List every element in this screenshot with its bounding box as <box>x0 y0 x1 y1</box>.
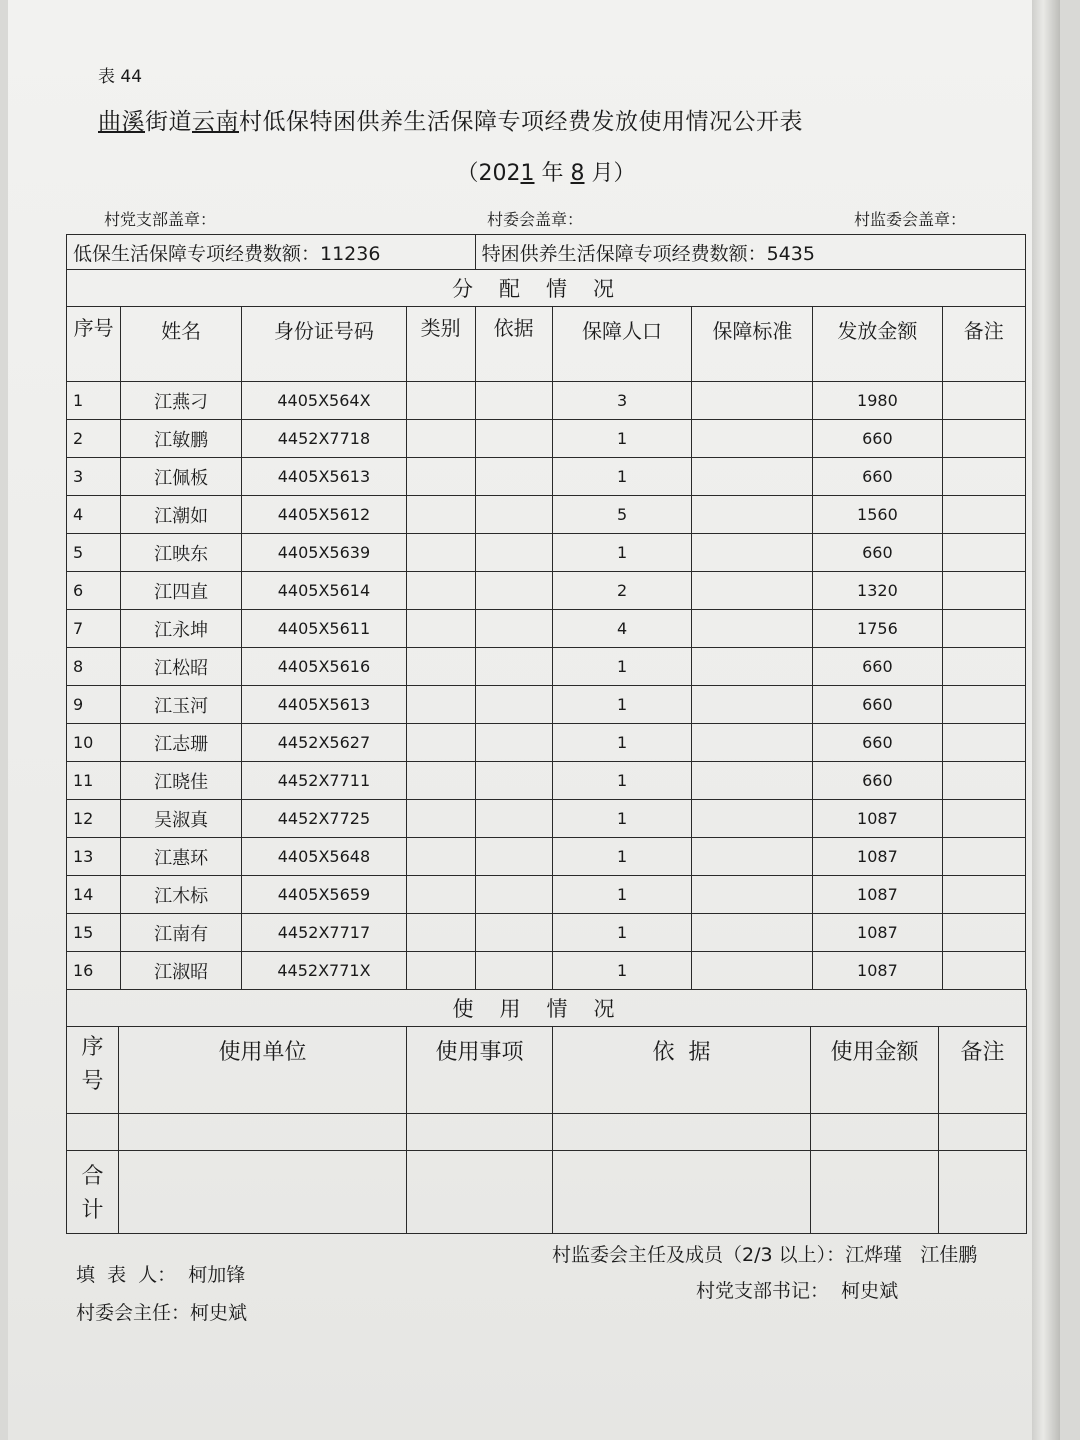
row-standard <box>692 420 813 458</box>
row-category <box>406 496 475 534</box>
title-village: 云南 <box>192 109 239 135</box>
row-basis <box>475 572 552 610</box>
row-remark <box>942 800 1025 838</box>
row-category <box>406 876 475 914</box>
row-id: 4405X5613 <box>242 458 407 496</box>
row-standard <box>692 762 813 800</box>
row-population: 1 <box>552 762 692 800</box>
row-name: 江松昭 <box>121 648 242 686</box>
document-body <box>66 62 1026 1344</box>
distribution-header-row <box>67 307 1026 382</box>
row-standard <box>692 648 813 686</box>
usage-col-header-unit: 使用单位 <box>119 1026 407 1113</box>
row-basis <box>475 838 552 876</box>
table-row <box>67 610 1026 648</box>
row-standard <box>692 800 813 838</box>
usage-col-header-item: 使用事项 <box>407 1026 553 1113</box>
row-name: 江燕刁 <box>121 382 242 420</box>
row-category <box>406 914 475 952</box>
row-id: 4405X5613 <box>242 686 407 724</box>
form-filler: 填 表 人： 柯加锋 <box>76 1263 246 1286</box>
title-town: 曲溪 <box>98 109 145 135</box>
title-text: 村低保特困供养生活保障专项经费发放使用情况公开表 <box>239 109 803 135</box>
row-name: 江惠环 <box>121 838 242 876</box>
row-standard <box>692 496 813 534</box>
blank-cell <box>119 1113 407 1150</box>
col-header-amount: 发放金额 <box>813 307 942 382</box>
total-label: 合计 <box>67 1150 119 1233</box>
blank-cell <box>553 1150 811 1233</box>
blank-cell <box>811 1113 939 1150</box>
blank-cell <box>407 1113 553 1150</box>
row-remark <box>942 762 1025 800</box>
row-id: 4452X7711 <box>242 762 407 800</box>
row-amount: 1087 <box>813 800 942 838</box>
row-name: 江四直 <box>121 572 242 610</box>
row-population: 1 <box>552 876 692 914</box>
row-seq: 6 <box>67 572 121 610</box>
row-id: 4452X7725 <box>242 800 407 838</box>
row-id: 4405X5611 <box>242 610 407 648</box>
row-category <box>406 952 475 990</box>
row-amount: 660 <box>813 762 942 800</box>
usage-col-header-seq: 序号 <box>67 1026 119 1113</box>
row-remark <box>942 648 1025 686</box>
row-amount: 1087 <box>813 876 942 914</box>
row-seq: 7 <box>67 610 121 648</box>
row-basis <box>475 724 552 762</box>
row-standard <box>692 724 813 762</box>
table-row <box>67 762 1026 800</box>
fund-amount-row <box>67 235 1026 270</box>
row-amount: 1980 <box>813 382 942 420</box>
supervision-members: 村监委会主任及成员（2/3 以上）：江烨瑾 江佳鹏 <box>552 1243 978 1266</box>
row-seq: 12 <box>67 800 121 838</box>
usage-col-header-basis: 依 据 <box>553 1026 811 1113</box>
row-seq: 9 <box>67 686 121 724</box>
row-amount: 1087 <box>813 838 942 876</box>
row-population: 1 <box>552 724 692 762</box>
row-category <box>406 382 475 420</box>
table-row <box>67 420 1026 458</box>
row-name: 江南有 <box>121 914 242 952</box>
blank-cell <box>67 1113 119 1150</box>
row-amount: 1560 <box>813 496 942 534</box>
row-remark <box>942 876 1025 914</box>
row-name: 吴淑真 <box>121 800 242 838</box>
usage-blank-row <box>67 1113 1027 1150</box>
row-basis <box>475 686 552 724</box>
blank-cell <box>811 1150 939 1233</box>
tekun-fund-amount: 特困供养生活保障专项经费数额：5435 <box>475 235 1025 270</box>
row-standard <box>692 572 813 610</box>
row-id: 4405X564X <box>242 382 407 420</box>
row-remark <box>942 572 1025 610</box>
party-secretary: 村党支部书记： 柯史斌 <box>696 1279 899 1302</box>
row-amount: 1087 <box>813 952 942 990</box>
committee-director: 村委会主任：柯史斌 <box>76 1301 248 1324</box>
row-id: 4452X7717 <box>242 914 407 952</box>
row-amount: 1320 <box>813 572 942 610</box>
row-population: 1 <box>552 838 692 876</box>
row-seq: 3 <box>67 458 121 496</box>
col-header-name: 姓名 <box>121 307 242 382</box>
row-amount: 660 <box>813 458 942 496</box>
signature-footer <box>66 1234 1026 1344</box>
row-name: 江敏鹏 <box>121 420 242 458</box>
usage-section-row <box>67 989 1027 1026</box>
row-population: 5 <box>552 496 692 534</box>
row-basis <box>475 610 552 648</box>
blank-cell <box>939 1113 1027 1150</box>
row-standard <box>692 952 813 990</box>
row-remark <box>942 458 1025 496</box>
row-amount: 1087 <box>813 914 942 952</box>
row-standard <box>692 876 813 914</box>
row-standard <box>692 610 813 648</box>
table-row <box>67 496 1026 534</box>
row-remark <box>942 914 1025 952</box>
row-amount: 660 <box>813 420 942 458</box>
supervision-seal-label: 村监委会盖章： <box>853 210 966 229</box>
row-basis <box>475 952 552 990</box>
usage-col-header-amount: 使用金额 <box>811 1026 939 1113</box>
row-basis <box>475 648 552 686</box>
row-seq: 11 <box>67 762 121 800</box>
row-name: 江永坤 <box>121 610 242 648</box>
row-category <box>406 724 475 762</box>
row-seq: 8 <box>67 648 121 686</box>
row-amount: 660 <box>813 648 942 686</box>
col-header-seq: 序号 <box>67 307 121 382</box>
row-remark <box>942 838 1025 876</box>
title-subdistrict: 街道 <box>145 109 192 135</box>
row-population: 1 <box>552 800 692 838</box>
row-amount: 660 <box>813 534 942 572</box>
table-row <box>67 572 1026 610</box>
row-category <box>406 838 475 876</box>
row-name: 江木标 <box>121 876 242 914</box>
row-remark <box>942 724 1025 762</box>
blank-cell <box>407 1150 553 1233</box>
row-name: 江志珊 <box>121 724 242 762</box>
table-row <box>67 458 1026 496</box>
row-standard <box>692 686 813 724</box>
row-population: 1 <box>552 458 692 496</box>
row-seq: 10 <box>67 724 121 762</box>
distribution-section-row <box>67 270 1026 307</box>
period-year-digit: 1 <box>520 161 535 186</box>
row-id: 4452X5627 <box>242 724 407 762</box>
col-header-population: 保障人口 <box>552 307 692 382</box>
row-remark <box>942 382 1025 420</box>
dibao-fund-amount: 低保生活保障专项经费数额：11236 <box>67 235 476 270</box>
row-remark <box>942 610 1025 648</box>
usage-col-header-remark: 备注 <box>939 1026 1027 1113</box>
row-population: 2 <box>552 572 692 610</box>
row-population: 1 <box>552 420 692 458</box>
period-open: （202 <box>456 161 521 186</box>
table-row <box>67 686 1026 724</box>
row-name: 江晓佳 <box>121 762 242 800</box>
row-seq: 5 <box>67 534 121 572</box>
table-row <box>67 914 1026 952</box>
period-mid: 年 <box>534 161 571 186</box>
row-category <box>406 534 475 572</box>
row-amount: 660 <box>813 724 942 762</box>
row-seq: 16 <box>67 952 121 990</box>
table-row <box>67 952 1026 990</box>
distribution-table <box>66 234 1026 990</box>
row-id: 4405X5616 <box>242 648 407 686</box>
row-basis <box>475 876 552 914</box>
distribution-rows <box>67 382 1026 990</box>
row-seq: 14 <box>67 876 121 914</box>
row-category <box>406 420 475 458</box>
row-remark <box>942 952 1025 990</box>
row-standard <box>692 534 813 572</box>
row-basis <box>475 534 552 572</box>
party-seal-label: 村党支部盖章： <box>104 210 217 229</box>
row-category <box>406 572 475 610</box>
row-population: 1 <box>552 686 692 724</box>
row-population: 1 <box>552 534 692 572</box>
row-category <box>406 800 475 838</box>
row-standard <box>692 382 813 420</box>
row-seq: 2 <box>67 420 121 458</box>
col-header-standard: 保障标准 <box>692 307 813 382</box>
row-standard <box>692 914 813 952</box>
table-row <box>67 534 1026 572</box>
row-amount: 1756 <box>813 610 942 648</box>
table-row <box>67 876 1026 914</box>
col-header-id: 身份证号码 <box>242 307 407 382</box>
usage-header-row <box>67 1026 1027 1113</box>
row-population: 1 <box>552 914 692 952</box>
row-basis <box>475 420 552 458</box>
row-name: 江淑昭 <box>121 952 242 990</box>
col-header-category: 类别 <box>406 307 475 382</box>
col-header-basis: 依据 <box>475 307 552 382</box>
row-name: 江映东 <box>121 534 242 572</box>
row-id: 4405X5614 <box>242 572 407 610</box>
row-id: 4405X5659 <box>242 876 407 914</box>
row-id: 4405X5639 <box>242 534 407 572</box>
row-standard <box>692 838 813 876</box>
row-seq: 15 <box>67 914 121 952</box>
row-seq: 1 <box>67 382 121 420</box>
usage-table <box>66 989 1027 1234</box>
row-basis <box>475 382 552 420</box>
row-category <box>406 610 475 648</box>
row-basis <box>475 914 552 952</box>
row-standard <box>692 458 813 496</box>
period-close: 月） <box>584 161 636 186</box>
table-row <box>67 838 1026 876</box>
row-basis <box>475 762 552 800</box>
row-population: 1 <box>552 648 692 686</box>
row-id: 4452X7718 <box>242 420 407 458</box>
row-name: 江玉河 <box>121 686 242 724</box>
row-population: 1 <box>552 952 692 990</box>
period-month: 8 <box>570 161 585 186</box>
row-id: 4405X5612 <box>242 496 407 534</box>
row-basis <box>475 458 552 496</box>
row-category <box>406 458 475 496</box>
col-header-remark: 备注 <box>942 307 1025 382</box>
row-remark <box>942 420 1025 458</box>
row-name: 江佩板 <box>121 458 242 496</box>
blank-cell <box>119 1150 407 1233</box>
committee-seal-label: 村委会盖章： <box>486 210 583 229</box>
row-population: 4 <box>552 610 692 648</box>
table-row <box>67 648 1026 686</box>
row-id: 4405X5648 <box>242 838 407 876</box>
row-basis <box>475 800 552 838</box>
paper-edge-shadow <box>1032 0 1060 1440</box>
row-remark <box>942 496 1025 534</box>
usage-section-title: 使用情况 <box>67 989 1027 1026</box>
table-row <box>67 724 1026 762</box>
row-id: 4452X771X <box>242 952 407 990</box>
row-remark <box>942 686 1025 724</box>
row-seq: 4 <box>67 496 121 534</box>
distribution-section-title: 分配情况 <box>67 270 1026 307</box>
paper-sheet <box>8 0 1060 1440</box>
row-name: 江潮如 <box>121 496 242 534</box>
seal-line <box>104 207 966 230</box>
row-category <box>406 762 475 800</box>
form-number: 表 44 <box>98 67 143 87</box>
row-category <box>406 648 475 686</box>
table-row <box>67 382 1026 420</box>
row-basis <box>475 496 552 534</box>
row-seq: 13 <box>67 838 121 876</box>
blank-cell <box>939 1150 1027 1233</box>
blank-cell <box>553 1113 811 1150</box>
row-remark <box>942 534 1025 572</box>
table-row <box>67 800 1026 838</box>
document-period <box>66 156 1026 187</box>
usage-total-row <box>67 1150 1027 1233</box>
row-category <box>406 686 475 724</box>
row-population: 3 <box>552 382 692 420</box>
document-title <box>98 103 1026 136</box>
row-amount: 660 <box>813 686 942 724</box>
